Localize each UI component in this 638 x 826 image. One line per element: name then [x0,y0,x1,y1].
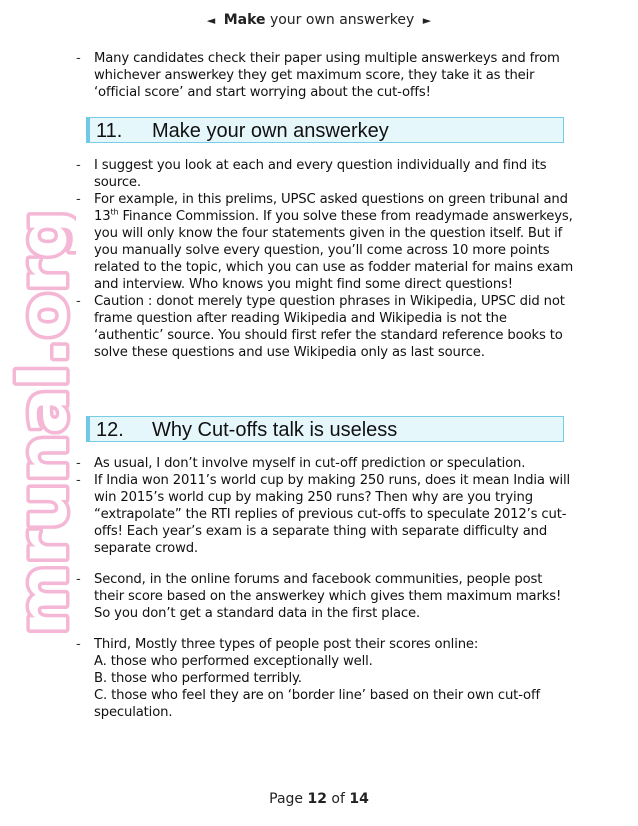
section-12-bullet: - If India won 2011’s world cup by making 250 runs, does it mean India will win 2015’s world cup by making 250 runs? Then why are you trying “extrapolate” the RTI replies of previous cut-offs to speculate 2012’s cut-offs! Each year’s exam is a separate thing with separate difficulty and separate crowd. [76,472,576,557]
ordinal-suffix: th [110,207,119,217]
prev-arrow-icon[interactable]: ◄ [206,14,216,27]
bullet-text: - Third, Mostly three types of people post their scores online: [94,637,479,652]
section-12-title: Why Cut-offs talk is useless [152,419,398,441]
current-page: 12 [307,791,327,807]
section-11-bullet: - I suggest you look at each and every question individually and find its source. [76,157,576,191]
section-11-bullet: - Caution : donot merely type question phrases in Wikipedia, UPSC did not frame question after reading Wikipedia and Wikipedia is not the ‘authentic’ source. You should first refer the standard reference books to solve these questions and use Wikipedia only as last source. [76,293,576,361]
total-pages: 14 [349,791,369,807]
list-item: B. those who performed terribly. [94,671,302,686]
site-watermark [6,205,76,645]
section-11-number: 11. [96,120,123,142]
svg-text:mrunal.org: mrunal.org [6,222,76,635]
section-12-bullet: - Second, in the online forums and facebook communities, people post their score based on the answerkey which gives them maximum marks! So you don’t get a standard data in the first place. [76,571,576,622]
intro-section [76,50,576,101]
page-prefix: Page [269,791,308,807]
bullet-text: Finance Commission. If you solve these from readymade answerkeys, you will only know the four statements given in the question itself. But if you manually solve every question, you’ll come across 10 more points related to the topic, which you can use as fodder material for mains exam and interview. Who knows you might find some direct questions! [94,209,574,292]
section-12-body [76,455,576,721]
watermark-logo-icon [6,205,76,645]
page-of: of [326,791,350,807]
section-11-body [76,157,576,361]
section-11-bullet [76,191,576,293]
section-12-bullet [76,636,576,721]
list-item: A. those who performed exceptionally well. [94,654,373,669]
section-12-heading [86,416,564,442]
section-12-number: 12. [96,419,124,441]
next-arrow-icon[interactable]: ► [422,14,432,27]
header-title-bold: Make [223,12,266,28]
intro-bullet: - Many candidates check their paper using multiple answerkeys and from whichever answerkey they get maximum score, they take it as their ‘official score’ and start worrying about the cut-offs! [76,50,576,101]
bullet-text: For example, in this prelims, UPSC asked questions on green tribunal and 13 [94,192,568,224]
section-12-bullet: - As usual, I don’t involve myself in cut-off prediction or speculation. [76,455,576,472]
section-11-heading [86,117,564,143]
list-item: C. those who feel they are on ‘border line’ based on their own cut-off speculation. [94,688,540,720]
header-title-rest: your own answerkey [265,12,415,28]
page-footer [0,791,638,807]
page-header [0,12,638,28]
section-11-title: Make your own answerkey [152,120,389,142]
